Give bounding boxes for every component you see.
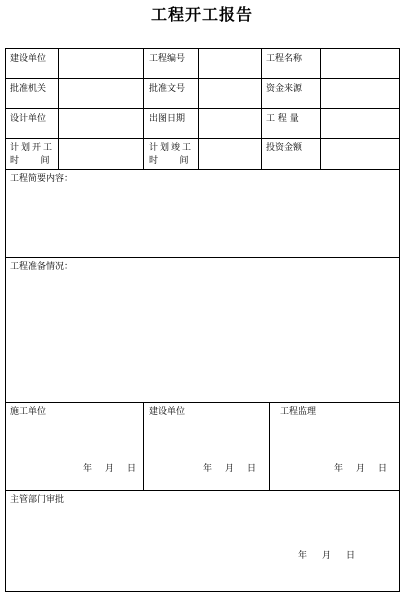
date-year: 年	[83, 464, 93, 474]
date-day: 日	[127, 464, 137, 474]
row-divider	[5, 78, 400, 79]
date-line-building-unit	[203, 464, 256, 475]
date-line-construction	[83, 464, 136, 475]
date-day: 日	[378, 464, 388, 474]
date-day: 日	[247, 464, 257, 474]
column-divider	[143, 48, 144, 169]
date-year: 年	[334, 464, 344, 474]
label-project-supervision: 工程监理	[280, 407, 317, 417]
page-title: 工程开工报告	[150, 5, 253, 24]
label-design-unit: 设计单位	[10, 114, 47, 124]
date-line-supervision	[334, 464, 387, 475]
label-project-name: 工程名称	[266, 54, 303, 64]
label-planned-finish-time: 时 间	[149, 156, 191, 166]
label-authority-approval: 主管部门审批	[10, 495, 65, 505]
column-divider	[58, 48, 59, 169]
column-divider	[269, 402, 270, 490]
date-month: 月	[105, 464, 115, 474]
label-planned-start-time: 时 间	[10, 156, 52, 166]
row-divider	[5, 402, 400, 403]
label-drawing-date: 出图日期	[149, 114, 186, 124]
date-month: 月	[356, 464, 366, 474]
label-approval-authority: 批准机关	[10, 84, 47, 94]
label-construction-unit: 施工单位	[10, 407, 47, 417]
row-divider	[5, 490, 400, 491]
date-year: 年	[298, 551, 308, 561]
row-divider	[5, 138, 400, 139]
date-line-approval	[298, 551, 355, 562]
label-project-number: 工程编号	[149, 54, 186, 64]
label-investment-amount: 投资金额	[266, 143, 303, 153]
row-divider	[5, 257, 400, 258]
column-divider	[261, 48, 262, 169]
label-building-unit-signature: 建设单位	[149, 407, 186, 417]
column-divider	[198, 48, 199, 169]
label-planned-finish: 计划竣工	[149, 143, 194, 153]
label-project-summary: 工程简要内容：	[10, 174, 74, 184]
label-approval-document: 批准文号	[149, 84, 186, 94]
row-divider	[5, 108, 400, 109]
label-project-preparation: 工程准备情况：	[10, 262, 74, 272]
table-border	[5, 48, 400, 592]
label-planned-start: 计划开工	[10, 143, 55, 153]
column-divider	[320, 48, 321, 169]
column-divider	[143, 402, 144, 490]
label-quantity: 工 程 量	[266, 114, 299, 124]
date-year: 年	[203, 464, 213, 474]
date-month: 月	[322, 551, 332, 561]
date-day: 日	[346, 551, 356, 561]
date-month: 月	[225, 464, 235, 474]
label-building-unit: 建设单位	[10, 54, 47, 64]
row-divider	[5, 169, 400, 170]
label-funding-source: 资金来源	[266, 84, 303, 94]
